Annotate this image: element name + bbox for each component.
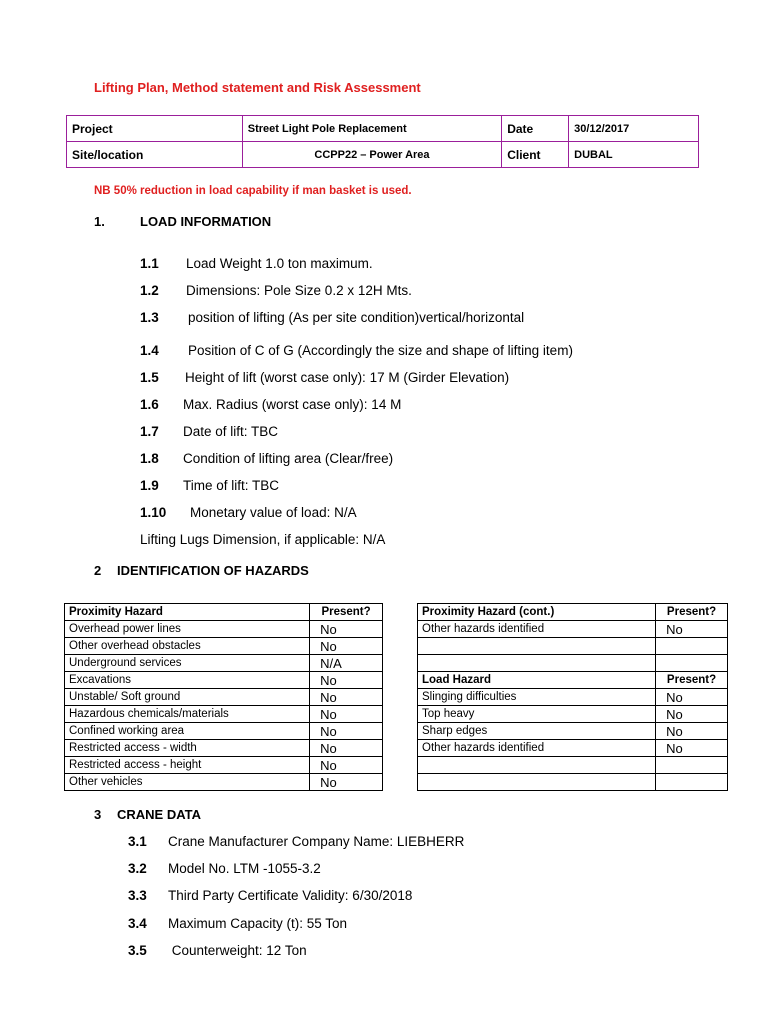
crane-item-number: 3.2: [128, 861, 147, 876]
load-item-text: Dimensions: Pole Size 0.2 x 12H Mts.: [186, 283, 412, 298]
hazard-row: [418, 740, 728, 757]
hazard-present: No: [656, 621, 728, 638]
hazard-row: [418, 774, 728, 791]
hazard-row: [65, 723, 383, 740]
crane-item-text: Counterweight: 12 Ton: [168, 943, 307, 958]
section3-number: 3: [94, 807, 102, 822]
hazard-present: No: [310, 757, 383, 774]
hazard-present: No: [656, 706, 728, 723]
section2-number: 2: [94, 563, 102, 578]
hazard-row: [65, 638, 383, 655]
hazard-present: No: [656, 689, 728, 706]
load-item-text: Date of lift: TBC: [183, 424, 279, 439]
crane-item-text: Maximum Capacity (t): 55 Ton: [168, 916, 348, 931]
hazard-name: Restricted access - width: [65, 740, 310, 757]
load-item-number: 1.4: [140, 343, 159, 358]
load-item-text: Load Weight 1.0 ton maximum.: [186, 256, 373, 271]
load-item-text: Time of lift: TBC: [183, 478, 280, 493]
date-value: 30/12/2017: [569, 116, 699, 142]
hazard-present: No: [310, 621, 383, 638]
hazard-name: Slinging difficulties: [418, 689, 656, 706]
hazard-name: Other hazards identified: [418, 740, 656, 757]
hazard-row: [418, 706, 728, 723]
load-item-number: 1.10: [140, 505, 167, 520]
load-item-text: Condition of lifting area (Clear/free): [183, 451, 394, 466]
hazard-name: Other vehicles: [65, 774, 310, 791]
load-item-text: Monetary value of load: N/A: [190, 505, 357, 520]
hazard-name: Top heavy: [418, 706, 656, 723]
hazard-present: No: [656, 723, 728, 740]
site-value: CCPP22 – Power Area: [242, 142, 501, 168]
load-item-number: 1.1: [140, 256, 159, 271]
crane-item-text: Third Party Certificate Validity: 6/30/2018: [168, 888, 413, 903]
load-item-number: 1.9: [140, 478, 159, 493]
load-item-text: Height of lift (worst case only): 17 M (Girder Elevation): [185, 370, 510, 385]
hazard-name: [418, 757, 656, 774]
hazard-row: [418, 655, 728, 672]
load-item-number: 1.7: [140, 424, 159, 439]
hazard-present: N/A: [310, 655, 383, 672]
hazard-present: [656, 655, 728, 672]
hazard-name: Proximity Hazard: [65, 604, 310, 621]
crane-item-number: 3.4: [128, 916, 147, 931]
hazard-present: Present?: [310, 604, 383, 621]
lifting-lugs-line: Lifting Lugs Dimension, if applicable: N/A: [140, 532, 386, 547]
hazard-row: [418, 621, 728, 638]
hazard-row: [418, 723, 728, 740]
load-item-number: 1.3: [140, 310, 159, 325]
section3-heading: CRANE DATA: [117, 807, 202, 822]
load-item-text: position of lifting (As per site condition)vertical/horizontal: [188, 310, 525, 325]
hazard-row: [418, 689, 728, 706]
load-item-number: 1.5: [140, 370, 159, 385]
hazard-row: [65, 706, 383, 723]
date-label: Date: [502, 116, 569, 142]
hazard-name: [418, 774, 656, 791]
hazard-row: [65, 672, 383, 689]
site-label: Site/location: [67, 142, 243, 168]
hazard-row: [65, 655, 383, 672]
hazard-name: Unstable/ Soft ground: [65, 689, 310, 706]
hazard-row: [418, 757, 728, 774]
load-item-number: 1.6: [140, 397, 159, 412]
load-item-number: 1.8: [140, 451, 159, 466]
hazard-name: [418, 655, 656, 672]
hazard-present: [656, 638, 728, 655]
client-label: Client: [502, 142, 569, 168]
crane-item-number: 3.3: [128, 888, 147, 903]
proximity-hazard-table: [64, 603, 383, 791]
hazard-row: [418, 638, 728, 655]
load-item-text: Max. Radius (worst case only): 14 M: [183, 397, 402, 412]
crane-item-number: 3.5: [128, 943, 147, 958]
load-hazard-table: [417, 603, 728, 791]
section2-heading: IDENTIFICATION OF HAZARDS: [117, 563, 309, 578]
hazard-present: No: [310, 672, 383, 689]
hazard-present: No: [310, 689, 383, 706]
hazard-name: Sharp edges: [418, 723, 656, 740]
hazard-header-row: [418, 604, 728, 621]
hazard-header-row: [65, 604, 383, 621]
load-item-number: 1.2: [140, 283, 159, 298]
hazard-present: Present?: [656, 604, 728, 621]
hazard-present: No: [310, 706, 383, 723]
hazard-name: Excavations: [65, 672, 310, 689]
hazard-present: No: [656, 740, 728, 757]
hazard-name: Other overhead obstacles: [65, 638, 310, 655]
hazard-name: Hazardous chemicals/materials: [65, 706, 310, 723]
hazard-row: [65, 621, 383, 638]
hazard-present: No: [310, 740, 383, 757]
man-basket-note: NB 50% reduction in load capability if man basket is used.: [94, 185, 412, 197]
load-hazard-header-row: [418, 672, 728, 689]
load-item-text: Position of C of G (Accordingly the size and shape of lifting item): [188, 343, 573, 358]
hazard-present: Present?: [656, 672, 728, 689]
hazard-present: [656, 774, 728, 791]
hazard-row: [65, 774, 383, 791]
hazard-name: Proximity Hazard (cont.): [418, 604, 656, 621]
hazard-name: Confined working area: [65, 723, 310, 740]
project-info-table: [66, 115, 699, 168]
hazard-name: Restricted access - height: [65, 757, 310, 774]
document-title: Lifting Plan, Method statement and Risk Assessment: [94, 80, 421, 95]
project-value: Street Light Pole Replacement: [242, 116, 501, 142]
hazard-present: No: [310, 774, 383, 791]
section1-number: 1.: [94, 214, 105, 229]
hazard-row: [65, 740, 383, 757]
crane-item-text: Model No. LTM -1055-3.2: [168, 861, 321, 876]
hazard-name: Underground services: [65, 655, 310, 672]
hazard-present: [656, 757, 728, 774]
hazard-name: [418, 638, 656, 655]
hazard-row: [65, 757, 383, 774]
hazard-name: Overhead power lines: [65, 621, 310, 638]
hazard-name: Load Hazard: [418, 672, 656, 689]
hazard-present: No: [310, 638, 383, 655]
project-label: Project: [67, 116, 243, 142]
crane-item-number: 3.1: [128, 834, 147, 849]
section1-heading: LOAD INFORMATION: [140, 214, 272, 229]
hazard-present: No: [310, 723, 383, 740]
hazard-row: [65, 689, 383, 706]
hazard-name: Other hazards identified: [418, 621, 656, 638]
client-value: DUBAL: [569, 142, 699, 168]
crane-item-text: Crane Manufacturer Company Name: LIEBHERR: [168, 834, 465, 849]
